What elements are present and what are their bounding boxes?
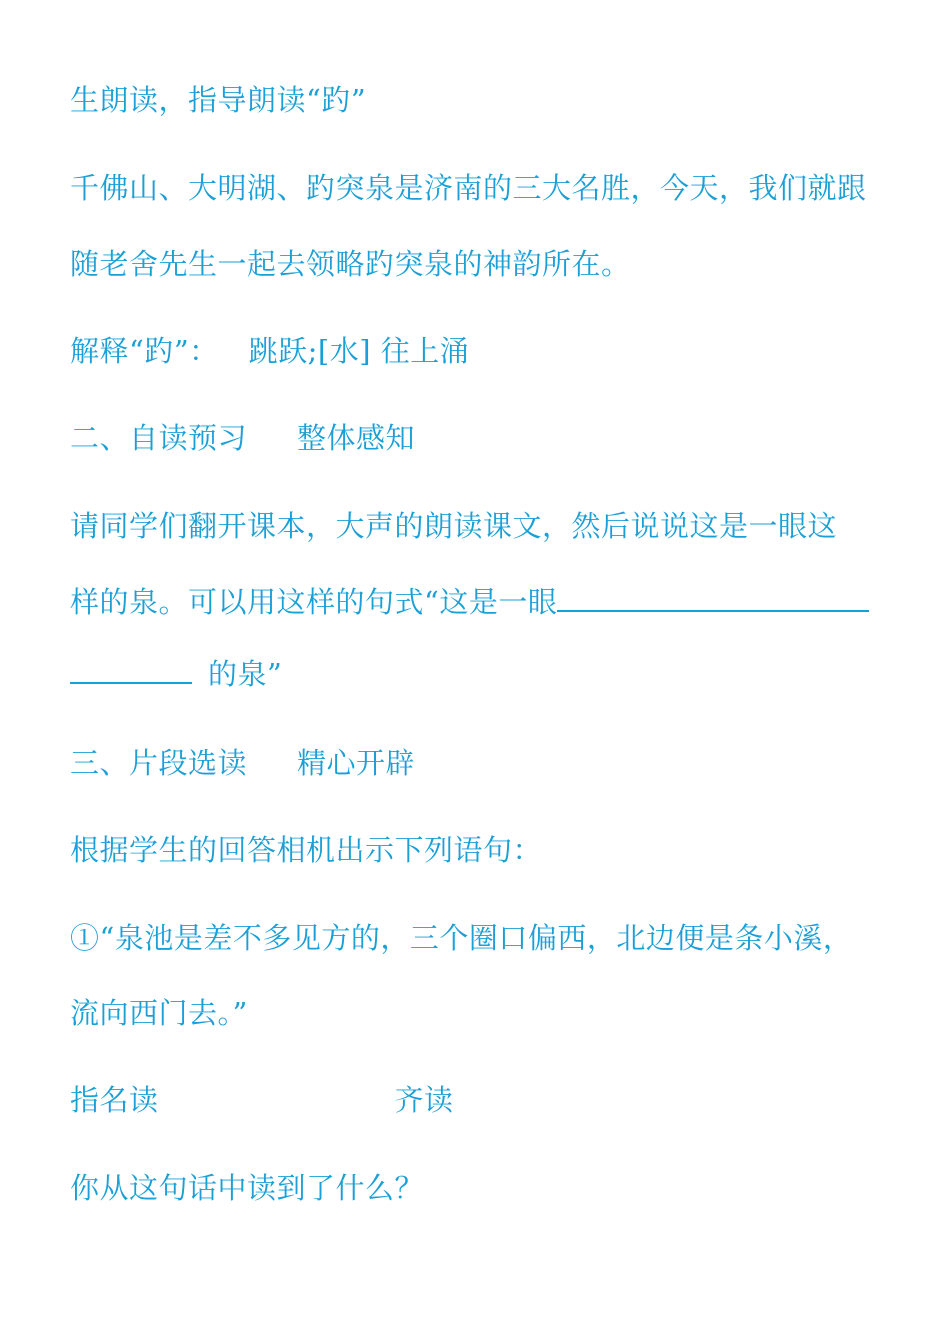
section-title: 三、片段选读	[70, 746, 248, 780]
line-text: 生朗读，指导朗读“趵”	[70, 83, 367, 117]
reading-mode-named: 指名读	[70, 1083, 159, 1117]
text-line-2	[70, 170, 867, 206]
section-title: 二、自读预习	[70, 421, 248, 455]
definition-label: 解释“趵”：	[70, 334, 219, 368]
line-text: 的泉”	[208, 657, 283, 691]
text-line-3	[70, 246, 631, 282]
text-line-4	[70, 333, 469, 369]
section-subtitle: 精心开辟	[297, 746, 416, 780]
section-subtitle: 整体感知	[297, 421, 416, 455]
line-text: 流向西门去。”	[70, 996, 248, 1030]
reading-modes	[70, 1082, 454, 1118]
line-text: 请同学们翻开课本，大声的朗读课文，然后说说这是一眼这	[70, 509, 838, 543]
reading-mode-group: 齐读	[394, 1083, 454, 1117]
question-line	[70, 1170, 424, 1206]
line-text: 随老舍先生一起去领略趵突泉的神韵所在。	[70, 247, 631, 281]
line-text: ①“泉池是差不多见方的，三个圈口偏西，北边便是条小溪，	[70, 921, 853, 955]
quote-line-2	[70, 995, 248, 1031]
text-line-7	[70, 584, 869, 620]
quote-line-1	[70, 920, 852, 956]
section-heading-3	[70, 745, 415, 781]
section-heading-2	[70, 420, 415, 456]
definition-text: 跳跃;[水] 往上涌	[248, 334, 470, 368]
fill-in-blank-continued	[70, 656, 192, 684]
line-text: 千佛山、大明湖、趵突泉是济南的三大名胜，今天，我们就跟	[70, 171, 867, 205]
text-line-8	[70, 656, 282, 692]
line-text: 根据学生的回答相机出示下列语句：	[70, 833, 543, 867]
line-text: 样的泉。可以用这样的句式“这是一眼	[70, 585, 558, 619]
text-line-1	[70, 82, 366, 118]
fill-in-blank	[557, 584, 869, 612]
line-text: 你从这句话中读到了什么？	[70, 1171, 425, 1205]
text-line-10	[70, 832, 542, 868]
text-line-6	[70, 508, 837, 544]
